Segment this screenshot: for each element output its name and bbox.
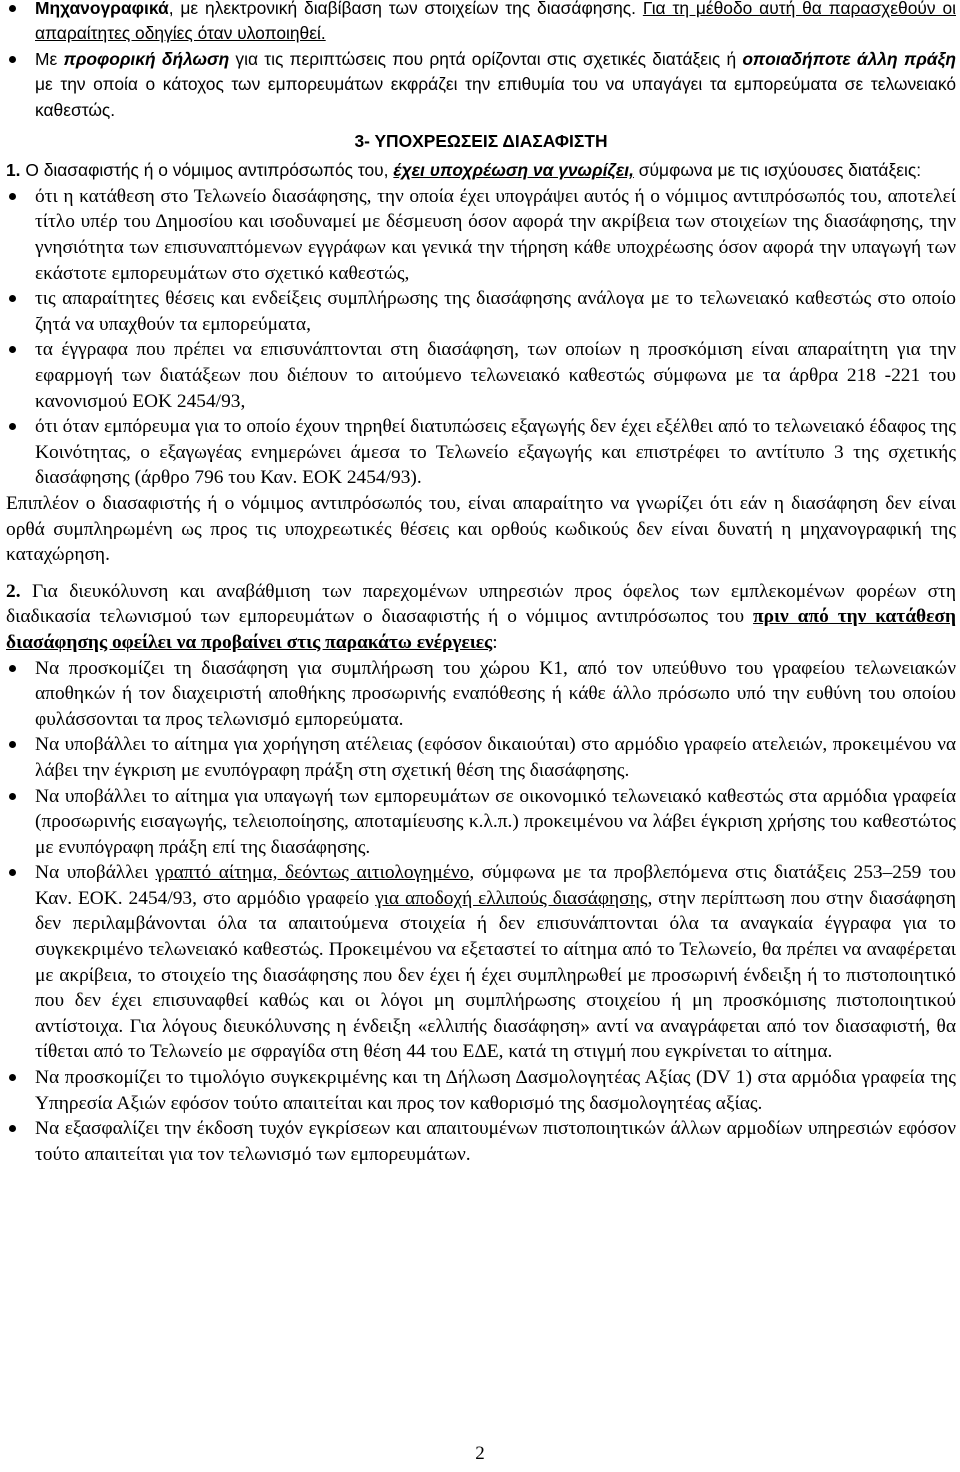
paragraph-text: : xyxy=(492,631,498,653)
list-item xyxy=(6,47,956,123)
paragraph-text: Για διευκόλυνση και αναβάθμιση των παρεχομένων υπηρεσιών προς όφελος των εμπλεκομένων φορέων στη διαδικασία τελωνισμού των εμπορευμάτων ο διασαφιστής ή ο νόμιμος αντιπρόσωπος του xyxy=(6,580,956,628)
paragraph-number: 2. xyxy=(6,580,21,602)
page-number: 2 xyxy=(475,1443,485,1464)
paragraph-text: Ο διασαφιστής ή ο νόμιμος αντιπρόσωπός του, xyxy=(20,160,394,181)
list-item: Να προσκομίζει τη διασάφηση για συμπλήρωση του χώρου Κ1, από τον υπεύθυνο του γραφείου τελωνειακών αποθηκών ή τον διαχειριστή αποθήκης προσωρινής εναπόθεσης ή κάθε άλλο πρόσωπο υπό την ευθύνη του οποίου φυλάσσονται τα προς τελωνισμό εμπορεύματα. xyxy=(6,656,956,733)
bold-term: Μηχανογραφικά xyxy=(35,0,169,18)
list-item xyxy=(6,860,956,1065)
item-text: Με xyxy=(35,48,64,69)
list-item: τις απαραίτητες θέσεις και ενδείξεις συμπλήρωσης της διασάφησης ανάλογα με το τελωνειακό καθεστώς στο οποίο ζητά να υπαχθούν τα εμπορεύματα, xyxy=(6,286,956,337)
list-item: Να προσκομίζει το τιμολόγιο συγκεκριμένης και τη Δήλωση Δασμολογητέας Αξίας (DV 1) στα αρμόδια γραφεία της Υπηρεσία Αξιών εφόσον τούτο απαιτείται και προς τον καθορισμό της δασμολογητέας αξίας. xyxy=(6,1065,956,1116)
list-item: Να υποβάλλει το αίτημα για υπαγωγή των εμπορευμάτων σε οικονομικό τελωνειακό καθεστώς στα αρμόδια γραφεία (προσωρινής εισαγωγής, τελειοποίησης, αποταμίευσης κ.λ.π.) προκειμένου να λάβει έγκριση χρήσης του καθεστώτος με ενυπόγραφη πράξη επί της διασάφησης. xyxy=(6,784,956,861)
paragraph-text: σύμφωνα με τις ισχύουσες διατάξεις: xyxy=(633,160,922,181)
list-item xyxy=(6,0,956,47)
item-text: Να υποβάλλει xyxy=(35,862,156,884)
emphasized-text: πριν από την κατάθεση διασάφησης οφείλει να προβαίνει στις παρακάτω ενέργειες xyxy=(6,606,956,653)
underlined-text: για αποδοχή ελλιπούς διασάφησης xyxy=(375,887,648,909)
paragraph-1 xyxy=(6,158,956,183)
item-text: , με ηλεκτρονική διαβίβαση των στοιχείων της διασάφησης. xyxy=(168,0,643,18)
spacer xyxy=(6,568,956,579)
list-item: ότι όταν εμπόρευμα για το οποίο έχουν τηρηθεί διατυπώσεις εξαγωγής δεν έχει εξέλθει από το τελωνειακό έδαφος της Κοινότητας, ο εξαγωγέας ενημερώνει άμεσα το Τελωνείο εξαγωγής και επιστρέφει το αντίτυπο 3 της σχετικής διασάφησης (άρθρο 796 του Καν. ΕΟΚ 2454/93). xyxy=(6,414,956,491)
submission-methods-list xyxy=(6,0,956,123)
underlined-note: Για τη μέθοδο αυτή θα παρασχεθούν οι απαραίτητες οδηγίες όταν υλοποιηθεί. xyxy=(35,0,956,44)
actions-list xyxy=(6,656,956,1168)
paragraph-number: 1. xyxy=(6,160,21,181)
paragraph-2 xyxy=(6,579,956,656)
paragraph-additional: Επιπλέον ο διασαφιστής ή ο νόμιμος αντιπρόσωπός του, είναι απαραίτητο να γνωρίζει ότι εάν η διασάφηση δεν είναι ορθά συμπληρωμένη ως προς τις υποχρεωτικές θέσεις και ορθούς κωδικούς δεν είναι δυνατή η μηχανογραφική της καταχώρηση. xyxy=(6,492,956,566)
list-item: Να υποβάλλει το αίτημα για χορήγηση ατέλειας (εφόσον δικαιούται) στο αρμόδιο γραφείο ατελειών, προκειμένου να λάβει την έγκριση με ενυπόγραφη πράξη στη σχετική θέση της διασάφησης. xyxy=(6,732,956,783)
section-main xyxy=(6,184,956,1168)
list-item: τα έγγραφα που πρέπει να επισυνάπτονται στη διασάφηση, των οποίων η προσκόμιση είναι απαραίτητη για την εφαρμογή των διατάξεων που διέπουν το αιτούμενο τελωνειακό καθεστώς σύμφωνα με τα άρθρα 218 -221 του κανονισμού ΕΟΚ 2454/93, xyxy=(6,337,956,414)
item-text: για τις περιπτώσεις που ρητά ορίζονται στις σχετικές διατάξεις ή xyxy=(229,48,743,69)
bold-term: οποιαδήποτε άλλη πράξη xyxy=(742,48,957,69)
item-text: , σύμφωνα με τα προβλεπόμενα στις διατάξεις 253–259 του Καν. ΕΟΚ. 2454/93, στο αρμόδιο γραφείο xyxy=(35,862,956,909)
section-top xyxy=(6,0,956,184)
emphasized-text: έχει υποχρέωση να γνωρίζει, xyxy=(393,160,634,181)
list-item: Να εξασφαλίζει την έκδοση τυχόν εγκρίσεων και απαιτουμένων πιστοποιητικών άλλων αρμοδίων υπηρεσιών εφόσον τούτο απαιτείται για τον τελωνισμό των εμπορευμάτων. xyxy=(6,1116,956,1167)
list-item: ότι η κατάθεση στο Τελωνείο διασάφησης, την οποία έχει υπογράψει αυτός ή ο νόμιμος αντιπρόσωπός του, αποτελεί τίτλο υπέρ του Δημοσίου και ισοδυναμεί με δέσμευση όσον αφορά την ακρίβεια των στοιχείων της διασάφησης, την γνησιότητα των επισυναπτόμενων εγγράφων και γενικά την τήρηση κάθε υποχρέωσης όσον αφορά την υπαγωγή των εκάστοτε εμπορευμάτων στο σχετικό καθεστώς, xyxy=(6,184,956,286)
underlined-text: γραπτό αίτημα, δεόντως αιτιολογημένο xyxy=(155,862,470,884)
item-text: , στην περίπτωση που στην διασάφηση δεν περιλαμβάνονται όλα τα απαιτούμενα στοιχεία ή δεν επισυνάπτονται όλα τα αναγκαία έγγραφα για το συγκεκριμένο τελωνειακό καθεστώς. Προκειμένου να εξεταστεί το αίτημα από το Τελωνείο, θα πρέπει να αναφέρεται με ακρίβεια, το στοιχείο της διασάφησης που δεν έχει ή έχει συμπληρωθεί με προσωρινή ένδειξη ή το πιστοποιητικό που δεν έχει επισυναφθεί καθώς και οι λόγοι μη συμπλήρωσης στοιχείου ή μη προσκόμισης πιστοποιητικού αντίστοιχα. Για λόγους διευκόλυνσης η ένδειξη «ελλιπής διασάφηση» αντί να αναγράφεται από τον διασαφιστή, θα τίθεται από το Τελωνείο με σφραγίδα στη θέση 44 του ΕΔΕ, κατά τη στιγμή που εγκρίνεται το αίτημα. xyxy=(35,887,956,1063)
bold-term: προφορική δήλωση xyxy=(63,48,230,69)
item-text: με την οποία ο κάτοχος των εμπορευμάτων εκφράζει την επιθυμία του να υπαγάγει τα εμπορεύματα σε τελωνειακό καθεστώς. xyxy=(35,74,956,120)
obligations-list xyxy=(6,184,956,491)
section-heading: 3- ΥΠΟΧΡΕΩΣΕΙΣ ΔΙΑΣΑΦΙΣΤΗ xyxy=(354,131,608,152)
